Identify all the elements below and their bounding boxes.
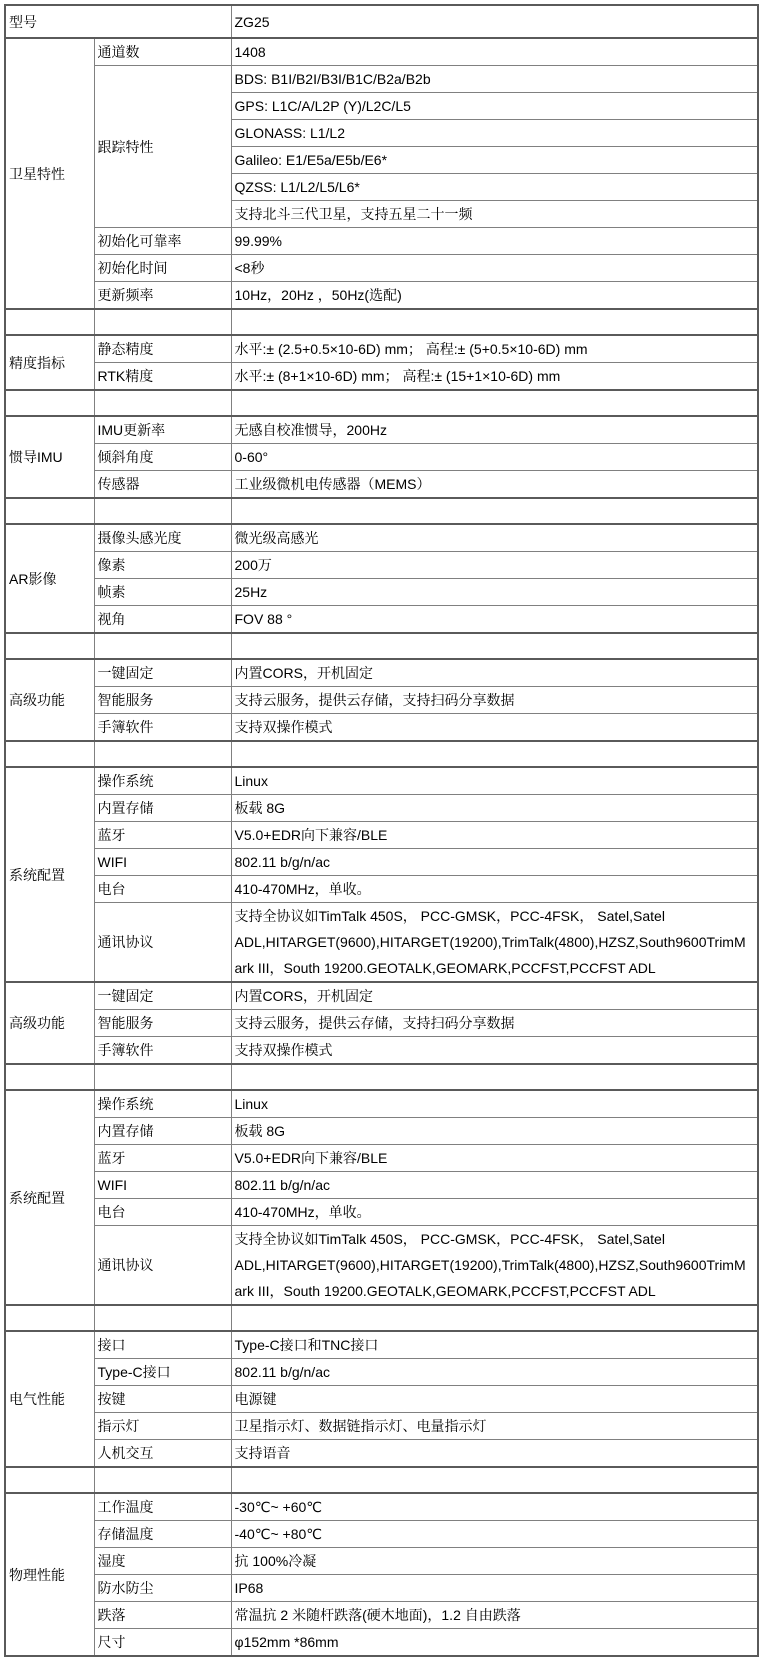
value-cell: 99.99% — [231, 228, 758, 255]
value-cell: φ152mm *86mm — [231, 1629, 758, 1657]
value-cell: FOV 88 ° — [231, 606, 758, 634]
spec-row — [5, 1493, 758, 1521]
category-cell: AR影像 — [5, 524, 94, 633]
spacer-cell — [5, 741, 94, 767]
value-cell: 0-60° — [231, 444, 758, 471]
value-cell: 10Hz，20Hz ，50Hz(选配) — [231, 282, 758, 310]
attribute-cell: 尺寸 — [94, 1629, 231, 1657]
value-cell: BDS: B1I/B2I/B3I/B1C/B2a/B2b — [231, 66, 758, 93]
value-cell: 200万 — [231, 552, 758, 579]
spacer-cell — [5, 498, 94, 524]
spec-row — [5, 38, 758, 66]
spec-row — [5, 416, 758, 444]
model-row — [5, 5, 758, 38]
value-cell: 水平:± (8+1×10-6D) mm； 高程:± (15+1×10-6D) mm — [231, 363, 758, 391]
attribute-cell: 摄像头感光度 — [94, 524, 231, 552]
spacer-cell — [231, 498, 758, 524]
spacer-row — [5, 633, 758, 659]
value-cell: 支持云服务，提供云存储，支持扫码分享数据 — [231, 687, 758, 714]
value-cell: 卫星指示灯、数据链指示灯、电量指示灯 — [231, 1413, 758, 1440]
spacer-row — [5, 309, 758, 335]
attribute-cell: 一键固定 — [94, 659, 231, 687]
spec-row — [5, 1386, 758, 1413]
spacer-cell — [5, 1305, 94, 1331]
category-cell: 高级功能 — [5, 982, 94, 1064]
spec-row — [5, 982, 758, 1010]
attribute-cell: 蓝牙 — [94, 1145, 231, 1172]
value-cell: 无感自校准惯导，200Hz — [231, 416, 758, 444]
spacer-cell — [231, 1064, 758, 1090]
attribute-cell: RTK精度 — [94, 363, 231, 391]
attribute-cell: 电台 — [94, 1199, 231, 1226]
attribute-cell: 帧素 — [94, 579, 231, 606]
category-cell: 惯导IMU — [5, 416, 94, 498]
spacer-row — [5, 741, 758, 767]
attribute-cell: 操作系统 — [94, 767, 231, 795]
spacer-row — [5, 498, 758, 524]
value-cell: 支持语音 — [231, 1440, 758, 1468]
attribute-cell: 通讯协议 — [94, 903, 231, 983]
spec-row — [5, 255, 758, 282]
value-cell: 内置CORS，开机固定 — [231, 659, 758, 687]
spacer-cell — [5, 309, 94, 335]
value-cell: 电源键 — [231, 1386, 758, 1413]
value-cell: Type-C接口和TNC接口 — [231, 1331, 758, 1359]
category-cell: 电气性能 — [5, 1331, 94, 1467]
attribute-cell: 一键固定 — [94, 982, 231, 1010]
spec-row — [5, 228, 758, 255]
category-cell: 精度指标 — [5, 335, 94, 390]
value-cell: Galileo: E1/E5a/E5b/E6* — [231, 147, 758, 174]
spacer-row — [5, 1467, 758, 1493]
value-cell: 抗 100%冷凝 — [231, 1548, 758, 1575]
spacer-cell — [231, 633, 758, 659]
attribute-cell: 倾斜角度 — [94, 444, 231, 471]
value-cell: Linux — [231, 767, 758, 795]
spacer-cell — [231, 390, 758, 416]
value-cell: 410-470MHz，单收。 — [231, 1199, 758, 1226]
spec-row — [5, 714, 758, 742]
spacer-cell — [94, 741, 231, 767]
spec-row — [5, 1172, 758, 1199]
attribute-cell: 更新频率 — [94, 282, 231, 310]
value-cell: 常温抗 2 米随杆跌落(硬木地面)，1.2 自由跌落 — [231, 1602, 758, 1629]
spacer-cell — [94, 1467, 231, 1493]
spec-row — [5, 1145, 758, 1172]
spec-row — [5, 767, 758, 795]
spec-row — [5, 1602, 758, 1629]
attribute-cell: 内置存储 — [94, 795, 231, 822]
attribute-cell: 手簿软件 — [94, 1037, 231, 1065]
spacer-cell — [94, 1064, 231, 1090]
spacer-row — [5, 1064, 758, 1090]
attribute-cell: 蓝牙 — [94, 822, 231, 849]
value-cell: 802.11 b/g/n/ac — [231, 1172, 758, 1199]
spacer-cell — [94, 1305, 231, 1331]
attribute-cell: 电台 — [94, 876, 231, 903]
spacer-cell — [5, 390, 94, 416]
spec-row — [5, 1413, 758, 1440]
spec-row — [5, 1037, 758, 1065]
spacer-cell — [94, 390, 231, 416]
attribute-cell: 指示灯 — [94, 1413, 231, 1440]
value-cell: 水平:± (2.5+0.5×10-6D) mm； 高程:± (5+0.5×10-6D) mm — [231, 335, 758, 363]
attribute-cell: 按键 — [94, 1386, 231, 1413]
spec-row — [5, 579, 758, 606]
spec-row — [5, 1548, 758, 1575]
spec-row — [5, 1575, 758, 1602]
value-cell: 支持双操作模式 — [231, 1037, 758, 1065]
spec-row — [5, 606, 758, 634]
spacer-row — [5, 390, 758, 416]
spec-row — [5, 849, 758, 876]
spec-row — [5, 903, 758, 983]
attribute-cell: WIFI — [94, 849, 231, 876]
spacer-cell — [231, 1467, 758, 1493]
attribute-cell: 视角 — [94, 606, 231, 634]
spec-row — [5, 471, 758, 499]
spacer-cell — [231, 741, 758, 767]
spec-row — [5, 1118, 758, 1145]
spec-row — [5, 1010, 758, 1037]
value-cell: V5.0+EDR向下兼容/BLE — [231, 822, 758, 849]
value-cell: GPS: L1C/A/L2P (Y)/L2C/L5 — [231, 93, 758, 120]
spacer-cell — [231, 309, 758, 335]
value-cell: 支持全协议如TimTalk 450S， PCC-GMSK，PCC-4FSK， Satel,Satel ADL,HITARGET(9600),HITARGET(19200),TrimTalk(4800),HZSZ,South9600TrimMark III，South 19200.GEOTALK,GEOMARK,PCCFST,PCCFST ADL — [231, 903, 758, 983]
attribute-cell: 智能服务 — [94, 1010, 231, 1037]
attribute-cell: 操作系统 — [94, 1090, 231, 1118]
value-cell: 微光级高感光 — [231, 524, 758, 552]
spec-row — [5, 876, 758, 903]
value-cell: 支持北斗三代卫星，支持五星二十一频 — [231, 201, 758, 228]
spec-row — [5, 552, 758, 579]
spec-row — [5, 363, 758, 391]
spec-row — [5, 524, 758, 552]
category-cell: 系统配置 — [5, 1090, 94, 1305]
spec-row — [5, 687, 758, 714]
category-cell: 高级功能 — [5, 659, 94, 741]
spec-row — [5, 1090, 758, 1118]
spec-row — [5, 1331, 758, 1359]
spec-row — [5, 335, 758, 363]
product-spec-table — [4, 4, 759, 1657]
value-cell: 支持双操作模式 — [231, 714, 758, 742]
spacer-cell — [94, 633, 231, 659]
spec-row — [5, 795, 758, 822]
spec-row — [5, 1359, 758, 1386]
attribute-cell: 初始化可靠率 — [94, 228, 231, 255]
value-cell: 410-470MHz，单收。 — [231, 876, 758, 903]
spacer-cell — [5, 1467, 94, 1493]
category-cell: 物理性能 — [5, 1493, 94, 1656]
attribute-cell: Type-C接口 — [94, 1359, 231, 1386]
spec-row — [5, 66, 758, 93]
category-cell: 卫星特性 — [5, 38, 94, 309]
value-cell: <8秒 — [231, 255, 758, 282]
category-cell: 系统配置 — [5, 767, 94, 982]
attribute-cell: 防水防尘 — [94, 1575, 231, 1602]
spec-row — [5, 1199, 758, 1226]
spacer-cell — [5, 633, 94, 659]
model-value-cell: ZG25 — [231, 5, 758, 38]
model-label-cell: 型号 — [5, 5, 231, 38]
value-cell: 板载 8G — [231, 1118, 758, 1145]
spec-row — [5, 822, 758, 849]
value-cell: 802.11 b/g/n/ac — [231, 849, 758, 876]
attribute-cell: IMU更新率 — [94, 416, 231, 444]
spec-row — [5, 659, 758, 687]
spec-row — [5, 444, 758, 471]
attribute-cell: 内置存储 — [94, 1118, 231, 1145]
value-cell: 板载 8G — [231, 795, 758, 822]
attribute-cell: 智能服务 — [94, 687, 231, 714]
value-cell: 支持云服务，提供云存储，支持扫码分享数据 — [231, 1010, 758, 1037]
spec-row — [5, 1226, 758, 1306]
value-cell: 支持全协议如TimTalk 450S， PCC-GMSK，PCC-4FSK， Satel,Satel ADL,HITARGET(9600),HITARGET(19200),TrimTalk(4800),HZSZ,South9600TrimMark III，South 19200.GEOTALK,GEOMARK,PCCFST,PCCFST ADL — [231, 1226, 758, 1306]
value-cell: 1408 — [231, 38, 758, 66]
attribute-cell: 传感器 — [94, 471, 231, 499]
attribute-cell: WIFI — [94, 1172, 231, 1199]
attribute-cell: 通道数 — [94, 38, 231, 66]
value-cell: QZSS: L1/L2/L5/L6* — [231, 174, 758, 201]
value-cell: GLONASS: L1/L2 — [231, 120, 758, 147]
spacer-cell — [5, 1064, 94, 1090]
attribute-cell: 通讯协议 — [94, 1226, 231, 1306]
attribute-cell: 跟踪特性 — [94, 66, 231, 228]
value-cell: IP68 — [231, 1575, 758, 1602]
value-cell: -40℃~ +80℃ — [231, 1521, 758, 1548]
spacer-cell — [94, 498, 231, 524]
value-cell: -30℃~ +60℃ — [231, 1493, 758, 1521]
attribute-cell: 初始化时间 — [94, 255, 231, 282]
attribute-cell: 跌落 — [94, 1602, 231, 1629]
spec-row — [5, 1629, 758, 1657]
value-cell: 802.11 b/g/n/ac — [231, 1359, 758, 1386]
spec-row — [5, 1440, 758, 1468]
spec-row — [5, 1521, 758, 1548]
value-cell: 工业级微机电传感器（MEMS） — [231, 471, 758, 499]
spacer-row — [5, 1305, 758, 1331]
spacer-cell — [231, 1305, 758, 1331]
spec-row — [5, 282, 758, 310]
attribute-cell: 人机交互 — [94, 1440, 231, 1468]
value-cell: 25Hz — [231, 579, 758, 606]
value-cell: Linux — [231, 1090, 758, 1118]
attribute-cell: 接口 — [94, 1331, 231, 1359]
attribute-cell: 手簿软件 — [94, 714, 231, 742]
value-cell: V5.0+EDR向下兼容/BLE — [231, 1145, 758, 1172]
attribute-cell: 工作温度 — [94, 1493, 231, 1521]
spacer-cell — [94, 309, 231, 335]
attribute-cell: 像素 — [94, 552, 231, 579]
value-cell: 内置CORS，开机固定 — [231, 982, 758, 1010]
attribute-cell: 静态精度 — [94, 335, 231, 363]
attribute-cell: 存储温度 — [94, 1521, 231, 1548]
attribute-cell: 湿度 — [94, 1548, 231, 1575]
